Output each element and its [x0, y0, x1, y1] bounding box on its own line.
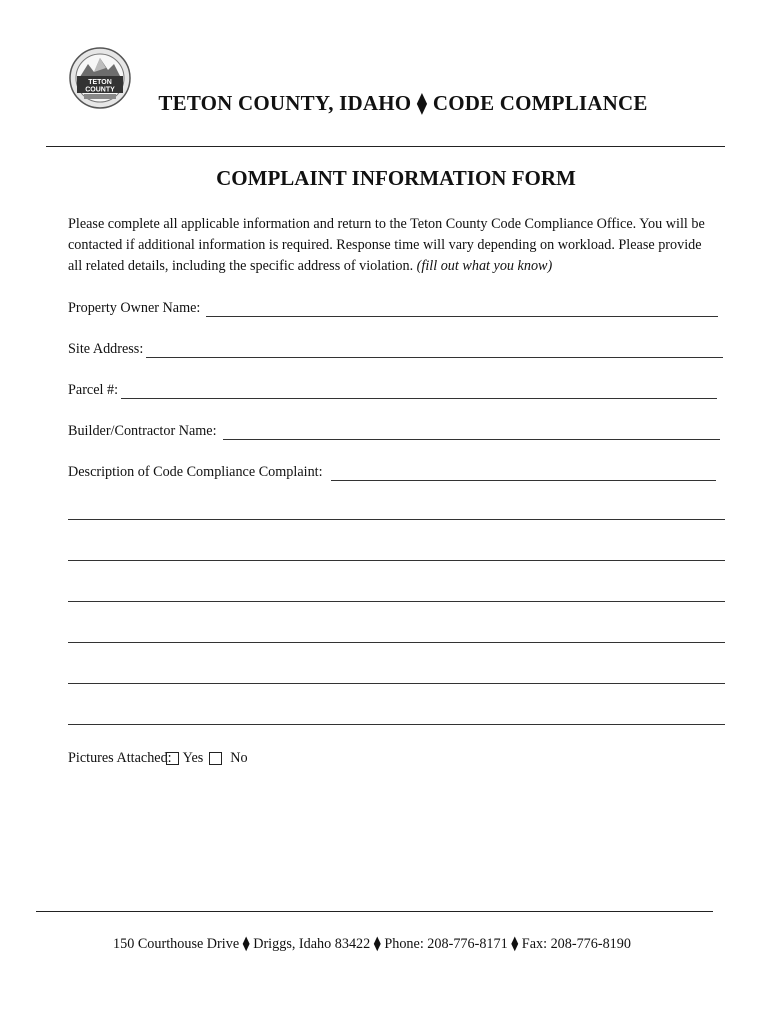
complaint-description-input-line[interactable]	[331, 465, 716, 481]
svg-text:TETON: TETON	[88, 79, 112, 86]
parcel-label: Parcel #:	[68, 382, 119, 398]
parcel-input-line[interactable]	[121, 383, 717, 399]
site-address-label: Site Address:	[68, 341, 144, 357]
site-address-input-line[interactable]	[146, 342, 723, 358]
description-line[interactable]	[68, 601, 725, 602]
description-line[interactable]	[68, 683, 725, 684]
svg-text:COUNTY: COUNTY	[85, 86, 115, 94]
builder-contractor-input-line[interactable]	[223, 424, 720, 440]
pictures-no-checkbox[interactable]	[209, 752, 222, 765]
description-line[interactable]	[68, 724, 725, 725]
pictures-attached-label: Pictures Attached:	[68, 749, 172, 766]
pictures-no-label: No	[230, 749, 248, 766]
pictures-attached-row	[68, 748, 248, 768]
description-line[interactable]	[68, 560, 725, 561]
instructions-note: (fill out what you know)	[416, 257, 553, 274]
pictures-yes-label: Yes	[182, 749, 204, 766]
property-owner-input-line[interactable]	[206, 301, 718, 317]
footer-divider	[36, 911, 713, 912]
description-line[interactable]	[68, 519, 725, 520]
property-owner-label: Property Owner Name:	[68, 300, 201, 316]
complaint-description-label: Description of Code Compliance Complaint:	[68, 464, 323, 480]
footer-contact-info: 150 Courthouse Drive ⧫ Driggs, Idaho 83422 ⧫ Phone: 208-776-8171 ⧫ Fax: 208-776-8190	[113, 936, 631, 952]
header-title: TETON COUNTY, IDAHO ⧫ CODE COMPLIANCE	[158, 91, 648, 115]
property-owner-field[interactable]	[68, 297, 718, 317]
form-title: COMPLAINT INFORMATION FORM	[216, 166, 576, 190]
instructions-text: Please complete all applicable information and return to the Teton County Code Compliance Office. You will be contacted if additional information is required. Response time will vary depending on workload. Please provide all related details, including the specific address of violation.	[68, 216, 705, 274]
description-line[interactable]	[68, 642, 725, 643]
builder-contractor-field[interactable]	[68, 420, 720, 440]
form-instructions	[68, 214, 708, 276]
builder-contractor-label: Builder/Contractor Name:	[68, 423, 217, 439]
parcel-field[interactable]	[68, 379, 717, 399]
header-divider	[46, 146, 725, 147]
complaint-description-field[interactable]	[68, 461, 716, 481]
site-address-field[interactable]	[68, 338, 723, 358]
pictures-yes-checkbox[interactable]	[166, 752, 179, 765]
